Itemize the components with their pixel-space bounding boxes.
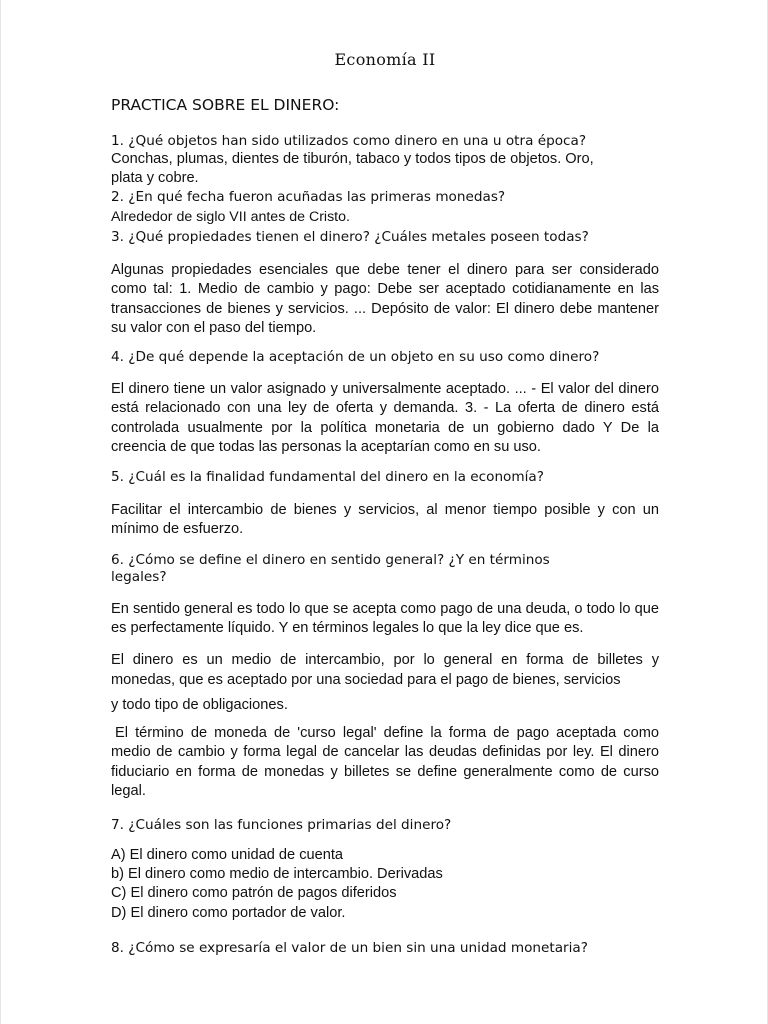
answer-5: Facilitar el intercambio de bienes y servicios, al menor tiempo posible y con un mínimo de esfuerzo. <box>111 502 659 538</box>
answer-2: Alrededor de siglo VII antes de Cristo. <box>111 209 350 225</box>
function-item: b) El dinero como medio de intercambio. Derivadas <box>111 866 443 882</box>
answer-6-part-3: y todo tipo de obligaciones. <box>111 697 288 713</box>
question-5: 5. ¿Cuál es la finalidad fundamental del dinero en la economía? <box>111 469 544 485</box>
question-4: 4. ¿De qué depende la aceptación de un objeto en su uso como dinero? <box>111 349 600 365</box>
question-2: 2. ¿En qué fecha fueron acuñadas las primeras monedas? <box>111 189 506 205</box>
answer-6-part-4: El término de moneda de 'curso legal' define la forma de pago aceptada como medio de cambio y forma legal de cancelar las deudas definidas por ley. El dinero fiduciario en forma de monedas y billetes se define generalmente como de curso legal. <box>111 725 659 799</box>
function-item: C) El dinero como patrón de pagos diferidos <box>111 885 397 901</box>
answer-1-line-1: Conchas, plumas, dientes de tiburón, tabaco y todos tipos de objetos. Oro, <box>111 151 594 167</box>
question-1: 1. ¿Qué objetos han sido utilizados como dinero en una u otra época? <box>111 133 587 149</box>
question-6-line-2: legales? <box>111 569 167 585</box>
question-3: 3. ¿Qué propiedades tienen el dinero? ¿Cuáles metales poseen todas? <box>111 229 589 245</box>
question-8: 8. ¿Cómo se expresaría el valor de un bien sin una unidad monetaria? <box>111 940 588 956</box>
answer-4: El dinero tiene un valor asignado y universalmente aceptado. ... - El valor del dinero está relacionado con una ley de oferta y demanda. 3. - La oferta de dinero está controlada usualmente por la política monetaria de un gobierno dado Y De la creencia de que todas las personas la aceptarían como en su uso. <box>111 381 659 455</box>
question-7: 7. ¿Cuáles son las funciones primarias del dinero? <box>111 817 452 833</box>
function-item: D) El dinero como portador de valor. <box>111 905 346 921</box>
answer-6-part-1: En sentido general es todo lo que se acepta como pago de una deuda, o todo lo que es perfectamente líquido. Y en términos legales lo que la ley dice que es. <box>111 601 659 637</box>
answer-6-part-2: El dinero es un medio de intercambio, por lo general en forma de billetes y monedas, que es aceptado por una sociedad para el pago de bienes, servicios <box>111 652 659 688</box>
question-6-line-1: 6. ¿Cómo se define el dinero en sentido general? ¿Y en términos <box>111 552 550 568</box>
answer-3: Algunas propiedades esenciales que debe tener el dinero para ser considerado como tal: 1. Medio de cambio y pago: Debe ser aceptado cotidianamente en las transacciones de bienes y servicios. ... Depósito de valor: El dinero debe mantener su valor con el paso del tiempo. <box>111 262 659 336</box>
document-title: Economía II <box>334 50 436 69</box>
answer-1-line-2: plata y cobre. <box>111 170 199 186</box>
function-item: A) El dinero como unidad de cuenta <box>111 847 344 863</box>
section-heading: PRACTICA SOBRE EL DINERO: <box>111 96 340 114</box>
